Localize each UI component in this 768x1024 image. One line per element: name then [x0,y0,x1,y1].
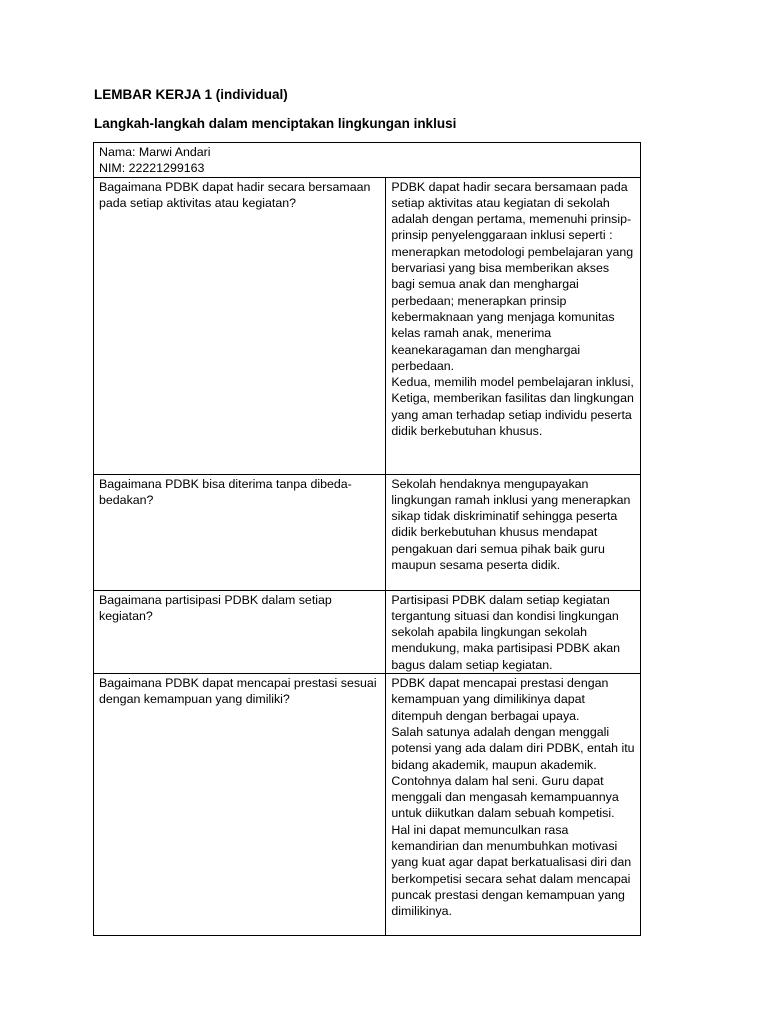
table-row [94,674,641,936]
table-row [94,590,641,673]
worksheet-subtitle: Langkah-langkah dalam menciptakan lingkungan inklusi [94,116,457,131]
question-cell: Bagaimana PDBK dapat hadir secara bersamaan pada setiap aktivitas atau kegiatan? [94,177,386,474]
student-name: Nama: Marwi Andari [99,145,211,159]
answer-cell: PDBK dapat mencapai prestasi dengan kemampuan yang dimilikinya dapat ditempuh dengan berbagai upaya. Salah satunya adalah dengan menggali potensi yang ada dalam diri PDBK, entah itu bidang akademik, maupun akademik. Contohnya dalam hal seni. Guru dapat menggali dan mengasah kemampuannya untuk diikutkan dalam sebuah kompetisi. Hal ini dapat memunculkan rasa kemandirian dan menumbuhkan motivasi yang kuat agar dapat berkatualisasi diri dan berkompetisi secara sehat dalam mencapai puncak prestasi dengan kemampuan yang dimilikinya. [386,674,641,936]
answer-cell: Partisipasi PDBK dalam setiap kegiatan tergantung situasi dan kondisi lingkungan sekolah apabila lingkungan sekolah mendukung, maka partisipasi PDBK akan bagus dalam setiap kegiatan. [386,590,641,673]
answer-cell: PDBK dapat hadir secara bersamaan pada setiap aktivitas atau kegiatan di sekolah adalah dengan pertama, memenuhi prinsip-prinsip penyelenggaraan inklusi seperti : menerapkan metodologi pembelajaran yang bervariasi yang bisa memberikan akses bagi semua anak dan menghargai perbedaan; menerapkan prinsip kebermaknaan yang menjaga komunitas kelas ramah anak, menerima keanekaragaman dan menghargai perbedaan. Kedua, memilih model pembelajaran inklusi, Ketiga, memberikan fasilitas dan lingkungan yang aman terhadap setiap individu peserta didik berkebutuhan khusus. [386,177,641,474]
question-cell: Bagaimana partisipasi PDBK dalam setiap kegiatan? [94,590,386,673]
answer-cell: Sekolah hendaknya mengupayakan lingkungan ramah inklusi yang menerapkan sikap tidak diskriminatif sehingga peserta didik berkebutuhan khusus mendapat pengakuan dari semua pihak baik guru maupun sesama peserta didik. [386,474,641,590]
table-row [94,474,641,590]
worksheet-title: LEMBAR KERJA 1 (individual) [94,87,288,102]
identity-cell [94,143,641,178]
student-nim: NIM: 22221299163 [99,161,205,176]
question-cell: Bagaimana PDBK dapat mencapai prestasi sesuai dengan kemampuan yang dimiliki? [94,674,386,936]
question-cell: Bagaimana PDBK bisa diterima tanpa dibeda-bedakan? [94,474,386,590]
table-row [94,177,641,474]
identity-row [94,143,641,178]
worksheet-table [93,142,641,936]
